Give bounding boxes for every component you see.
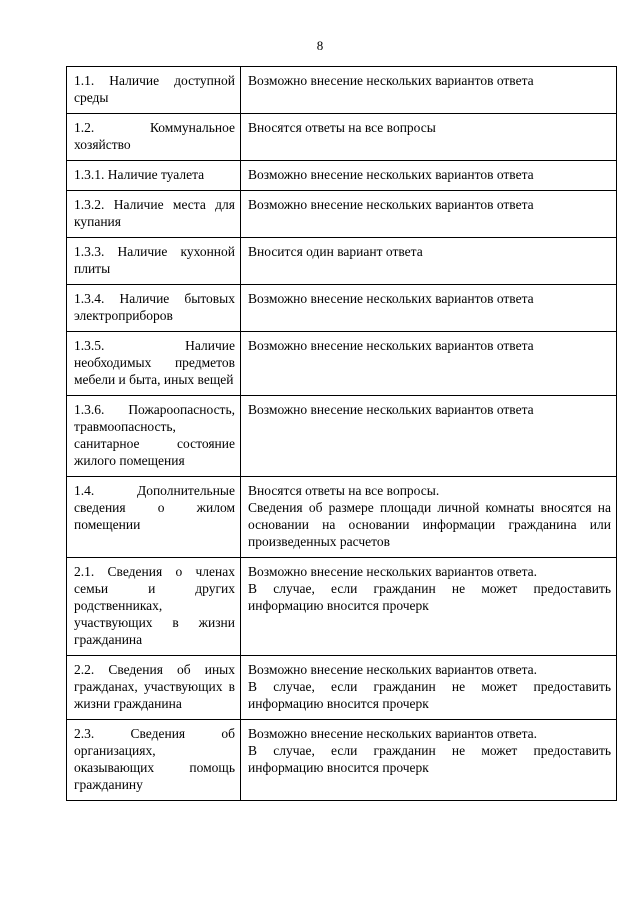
instruction-cell	[241, 285, 617, 332]
table-row	[67, 656, 617, 720]
section-cell: 1.1. Наличие доступной среды	[67, 67, 241, 114]
section-cell: 2.1. Сведения о членах семьи и других родственниках, участвующих в жизни гражданина	[67, 558, 241, 656]
instruction-text: Возможно внесение нескольких вариантов ответа.	[248, 726, 538, 741]
section-cell: 1.3.1. Наличие туалета	[67, 161, 241, 191]
instruction-text: Вносятся ответы на все вопросы	[248, 120, 436, 135]
section-cell: 1.3.2. Наличие места для купания	[67, 191, 241, 238]
instruction-text: Вносится один вариант ответа	[248, 244, 423, 259]
instruction-cell	[241, 477, 617, 558]
section-cell: 1.4. Дополнительные сведения о жилом помещении	[67, 477, 241, 558]
instruction-cell	[241, 238, 617, 285]
table-row	[67, 67, 617, 114]
instruction-text: В случае, если гражданин не может предоставить информацию вносится прочерк	[248, 743, 611, 775]
instruction-text: Вносятся ответы на все вопросы.	[248, 483, 440, 498]
section-cell: 1.3.6. Пожароопасность, травмоопасность, санитарное состояние жилого помещения	[67, 396, 241, 477]
table-row	[67, 396, 617, 477]
instruction-text: Сведения об размере площади личной комнаты вносятся на основании на основании информации гражданина или произведенных расчетов	[248, 500, 611, 549]
instruction-text: Возможно внесение нескольких вариантов ответа.	[248, 662, 538, 677]
table-row	[67, 720, 617, 801]
table-row	[67, 477, 617, 558]
instruction-cell	[241, 191, 617, 238]
instruction-cell	[241, 558, 617, 656]
instruction-cell	[241, 332, 617, 396]
instructions-table	[66, 66, 617, 801]
instruction-text: В случае, если гражданин не может предоставить информацию вносится прочерк	[248, 581, 611, 613]
table-row	[67, 285, 617, 332]
instruction-text: Возможно внесение нескольких вариантов ответа.	[248, 564, 538, 579]
instruction-cell	[241, 656, 617, 720]
instruction-cell	[241, 67, 617, 114]
section-cell: 1.3.3. Наличие кухонной плиты	[67, 238, 241, 285]
table-row	[67, 191, 617, 238]
table-row	[67, 332, 617, 396]
section-cell: 1.3.5. Наличие необходимых предметов мебели и быта, иных вещей	[67, 332, 241, 396]
instruction-cell	[241, 720, 617, 801]
instruction-text: Возможно внесение нескольких вариантов ответа	[248, 402, 534, 417]
instruction-text: В случае, если гражданин не может предоставить информацию вносится прочерк	[248, 679, 611, 711]
section-cell: 2.3. Сведения об организациях, оказывающих помощь гражданину	[67, 720, 241, 801]
instruction-text: Возможно внесение нескольких вариантов ответа	[248, 167, 534, 182]
instruction-text: Возможно внесение нескольких вариантов ответа	[248, 197, 534, 212]
instruction-text: Возможно внесение нескольких вариантов ответа	[248, 291, 534, 306]
table-row	[67, 238, 617, 285]
instruction-cell	[241, 396, 617, 477]
instruction-cell	[241, 114, 617, 161]
section-cell: 2.2. Сведения об иных гражданах, участвующих в жизни гражданина	[67, 656, 241, 720]
table-row	[67, 114, 617, 161]
section-cell: 1.3.4. Наличие бытовых электроприборов	[67, 285, 241, 332]
instruction-cell	[241, 161, 617, 191]
section-cell: 1.2. Коммунальное хозяйство	[67, 114, 241, 161]
table-row	[67, 161, 617, 191]
table-row	[67, 558, 617, 656]
page-number: 8	[316, 38, 324, 53]
instruction-text: Возможно внесение нескольких вариантов ответа	[248, 73, 534, 88]
instruction-text: Возможно внесение нескольких вариантов ответа	[248, 338, 534, 353]
